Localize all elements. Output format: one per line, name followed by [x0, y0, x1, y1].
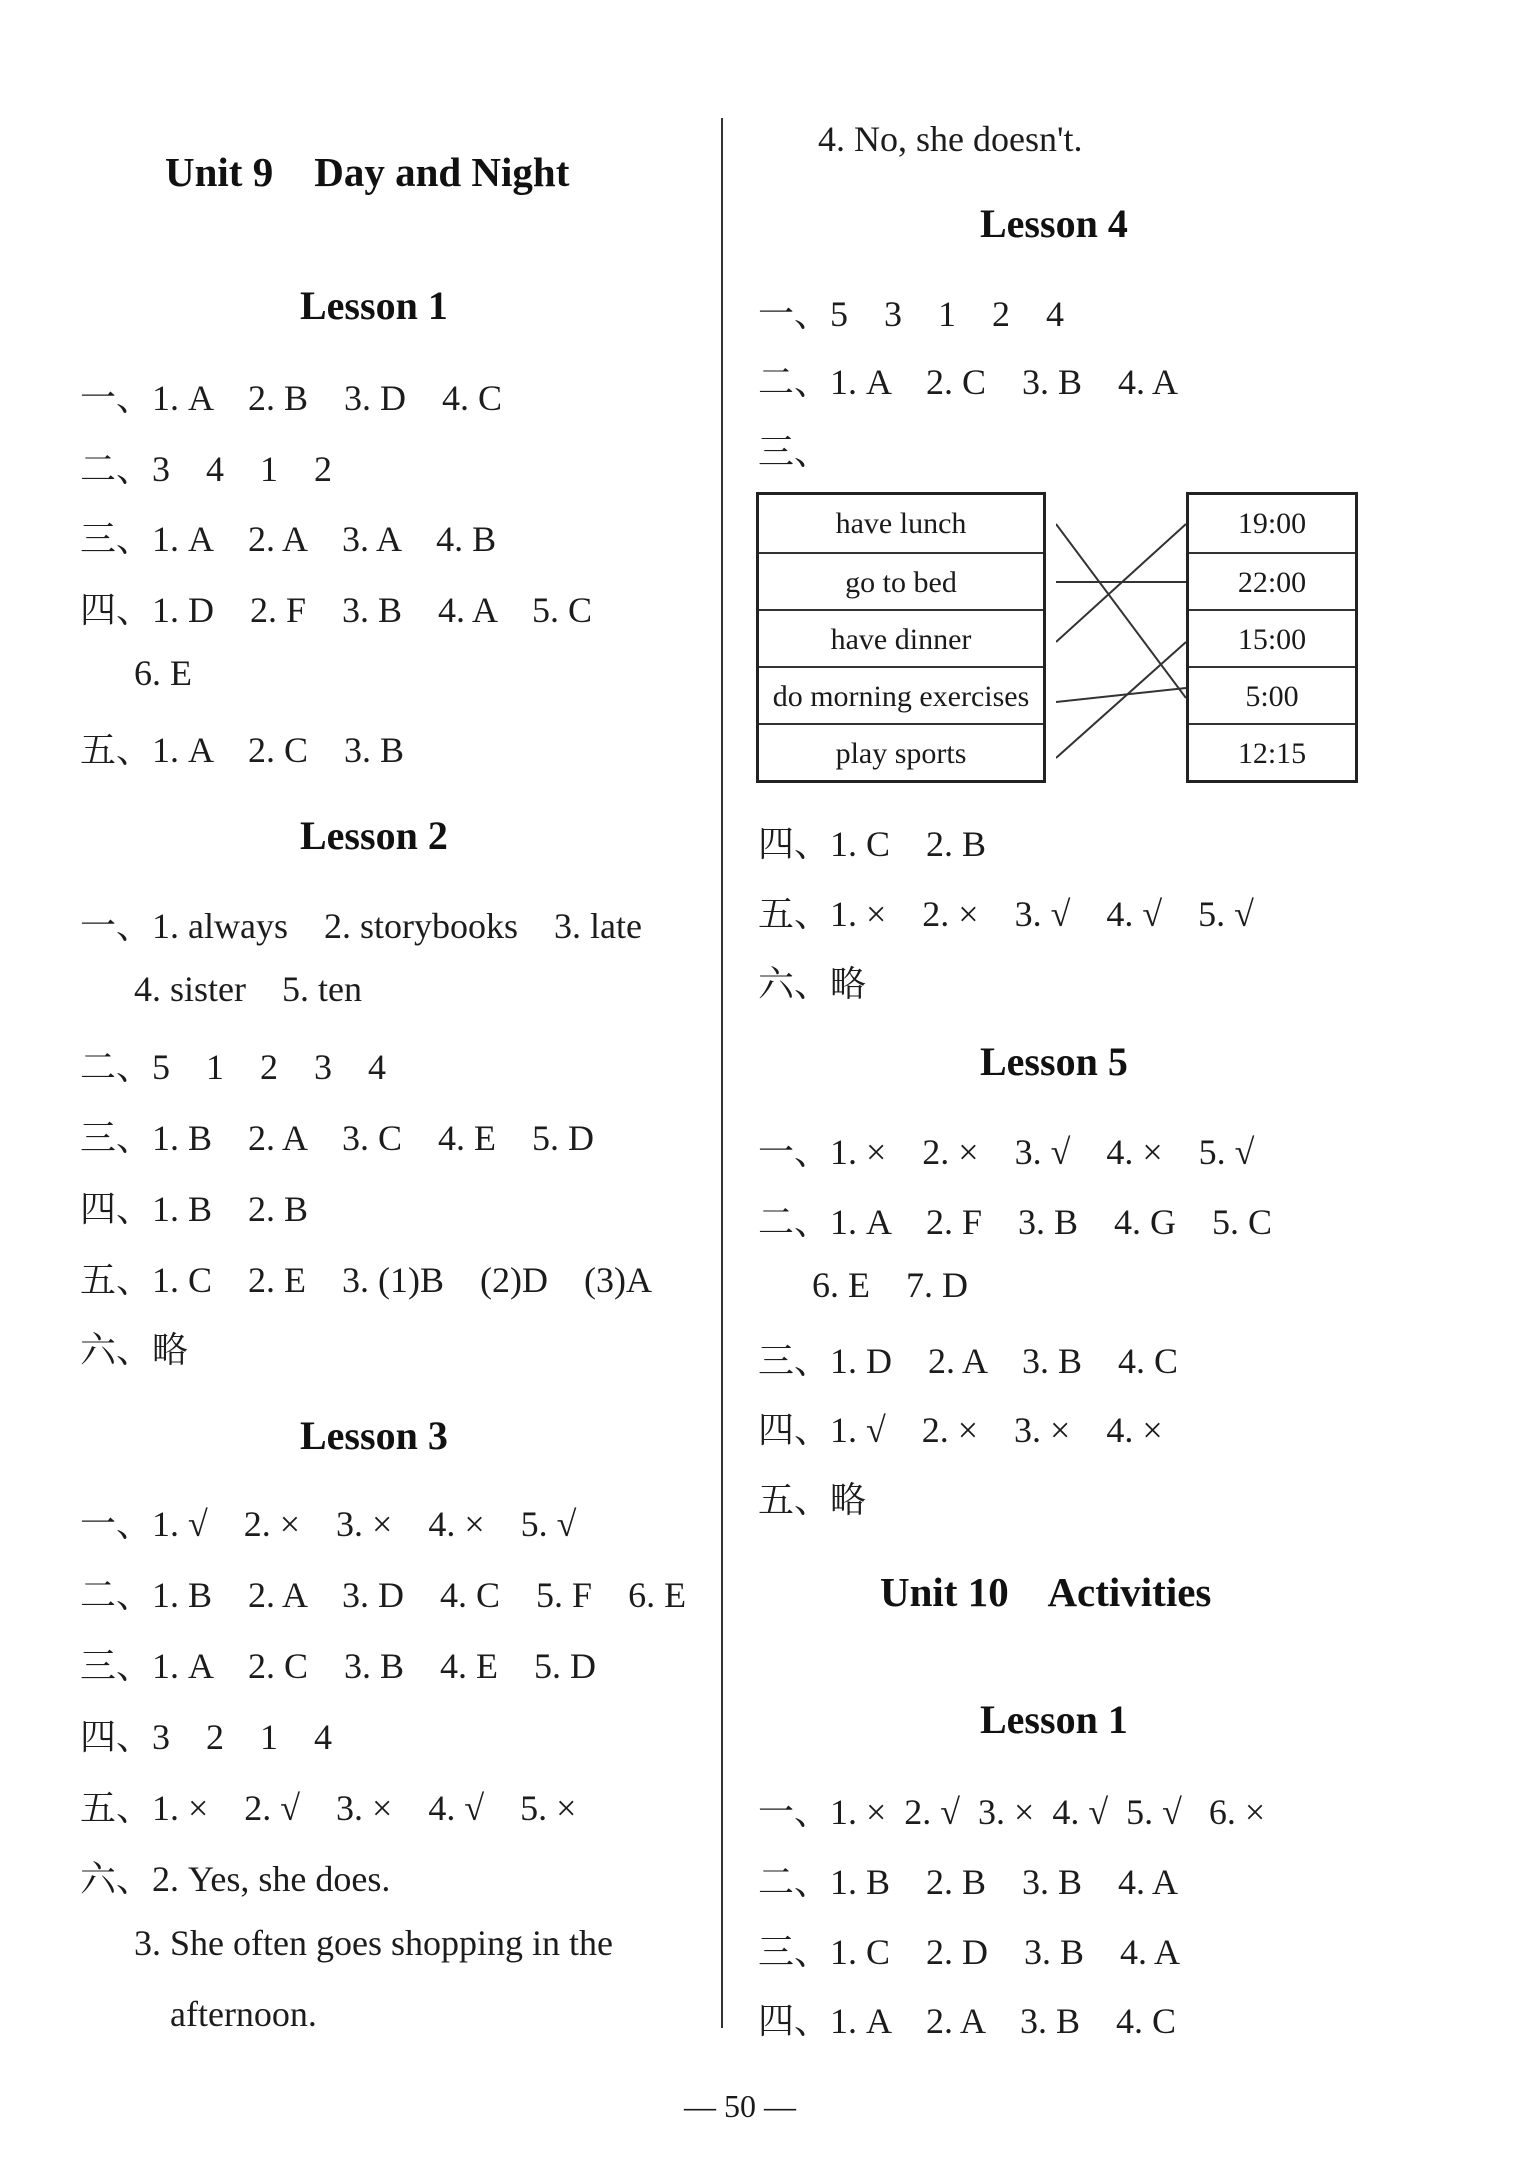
time-cell: 12:15	[1189, 723, 1355, 782]
answer-line: 3. She often goes shopping in the	[80, 1923, 613, 1963]
time-cell: 22:00	[1189, 552, 1355, 611]
answer-line: 五、略	[758, 1480, 867, 1520]
activity-cell: play sports	[759, 723, 1043, 782]
answer-line: 六、略	[758, 964, 867, 1004]
answer-line: 6. E	[80, 653, 192, 693]
answer-line: 四、1. B 2. B	[80, 1189, 309, 1229]
lesson-title: Lesson 1	[300, 283, 448, 328]
answer-line: 四、1. √ 2. × 3. × 4. ×	[758, 1410, 1163, 1450]
answer-line: 三、1. C 2. D 3. B 4. A	[758, 1932, 1181, 1972]
answer-line: 一、5 3 1 2 4	[758, 294, 1065, 334]
answer-line: 一、1. × 2. × 3. √ 4. × 5. √	[758, 1132, 1255, 1172]
column-divider	[721, 118, 723, 2028]
lesson-title: Lesson 2	[300, 813, 448, 858]
answer-line: 四、3 2 1 4	[80, 1717, 333, 1757]
answer-line: 一、1. × 2. √ 3. × 4. √ 5. √ 6. ×	[758, 1792, 1266, 1832]
answer-line: 五、1. A 2. C 3. B	[80, 730, 405, 770]
activity-cell: have dinner	[759, 609, 1043, 668]
answer-line: 三、1. B 2. A 3. C 4. E 5. D	[80, 1118, 595, 1158]
time-cell: 5:00	[1189, 666, 1355, 725]
activity-cell: go to bed	[759, 552, 1043, 611]
answer-line: 二、5 1 2 3 4	[80, 1047, 387, 1087]
lesson-title: Lesson 1	[980, 1697, 1128, 1742]
time-table	[1186, 492, 1358, 783]
answer-line: 三、	[758, 432, 831, 472]
time-cell: 19:00	[1237, 506, 1307, 540]
matching-lines	[1056, 494, 1186, 784]
lesson-title: Lesson 5	[980, 1039, 1128, 1084]
answer-line: 一、1. always 2. storybooks 3. late	[80, 906, 642, 946]
answer-line: 五、1. × 2. × 3. √ 4. √ 5. √	[758, 894, 1254, 934]
answer-line: 四、1. C 2. B	[758, 824, 987, 864]
answer-line: 二、1. A 2. C 3. B 4. A	[758, 362, 1179, 402]
answer-line: 二、1. A 2. F 3. B 4. G 5. C	[758, 1202, 1273, 1242]
answer-line: 五、1. C 2. E 3. (1)B (2)D (3)A	[80, 1260, 652, 1300]
answer-line: 6. E 7. D	[758, 1265, 968, 1305]
answer-line: 4. No, she doesn't.	[818, 119, 1083, 159]
answer-line: 二、3 4 1 2	[80, 449, 333, 489]
answer-line: 三、1. A 2. C 3. B 4. E 5. D	[80, 1646, 597, 1686]
unit-title: Unit 10 Activities	[880, 1569, 1212, 1615]
activity-cell: do morning exercises	[759, 666, 1043, 725]
unit-title: Unit 9 Day and Night	[165, 149, 570, 195]
page-number: — 50 —	[684, 2088, 796, 2124]
answer-line: 六、2. Yes, she does.	[80, 1859, 391, 1899]
answer-line: 一、1. A 2. B 3. D 4. C	[80, 378, 503, 418]
time-cell: 15:00	[1189, 609, 1355, 668]
answer-line: 六、略	[80, 1330, 189, 1370]
answer-line: 四、1. D 2. F 3. B 4. A 5. C	[80, 590, 593, 630]
answer-line: 三、1. D 2. A 3. B 4. C	[758, 1341, 1179, 1381]
match-line	[1056, 524, 1186, 698]
answer-line: afternoon.	[80, 1994, 317, 2034]
lesson-title: Lesson 3	[300, 1413, 448, 1458]
answer-line: 三、1. A 2. A 3. A 4. B	[80, 519, 497, 559]
activity-table	[756, 492, 1046, 783]
answer-line: 五、1. × 2. √ 3. × 4. √ 5. ×	[80, 1788, 577, 1828]
answer-line: 4. sister 5. ten	[80, 969, 362, 1009]
answer-line: 四、1. A 2. A 3. B 4. C	[758, 2001, 1177, 2041]
answer-line: 二、1. B 2. B 3. B 4. A	[758, 1862, 1179, 1902]
activity-cell: have lunch	[835, 506, 967, 540]
answer-line: 二、1. B 2. A 3. D 4. C 5. F 6. E	[80, 1575, 687, 1615]
answer-line: 一、1. √ 2. × 3. × 4. × 5. √	[80, 1504, 577, 1544]
lesson-title: Lesson 4	[980, 201, 1128, 246]
